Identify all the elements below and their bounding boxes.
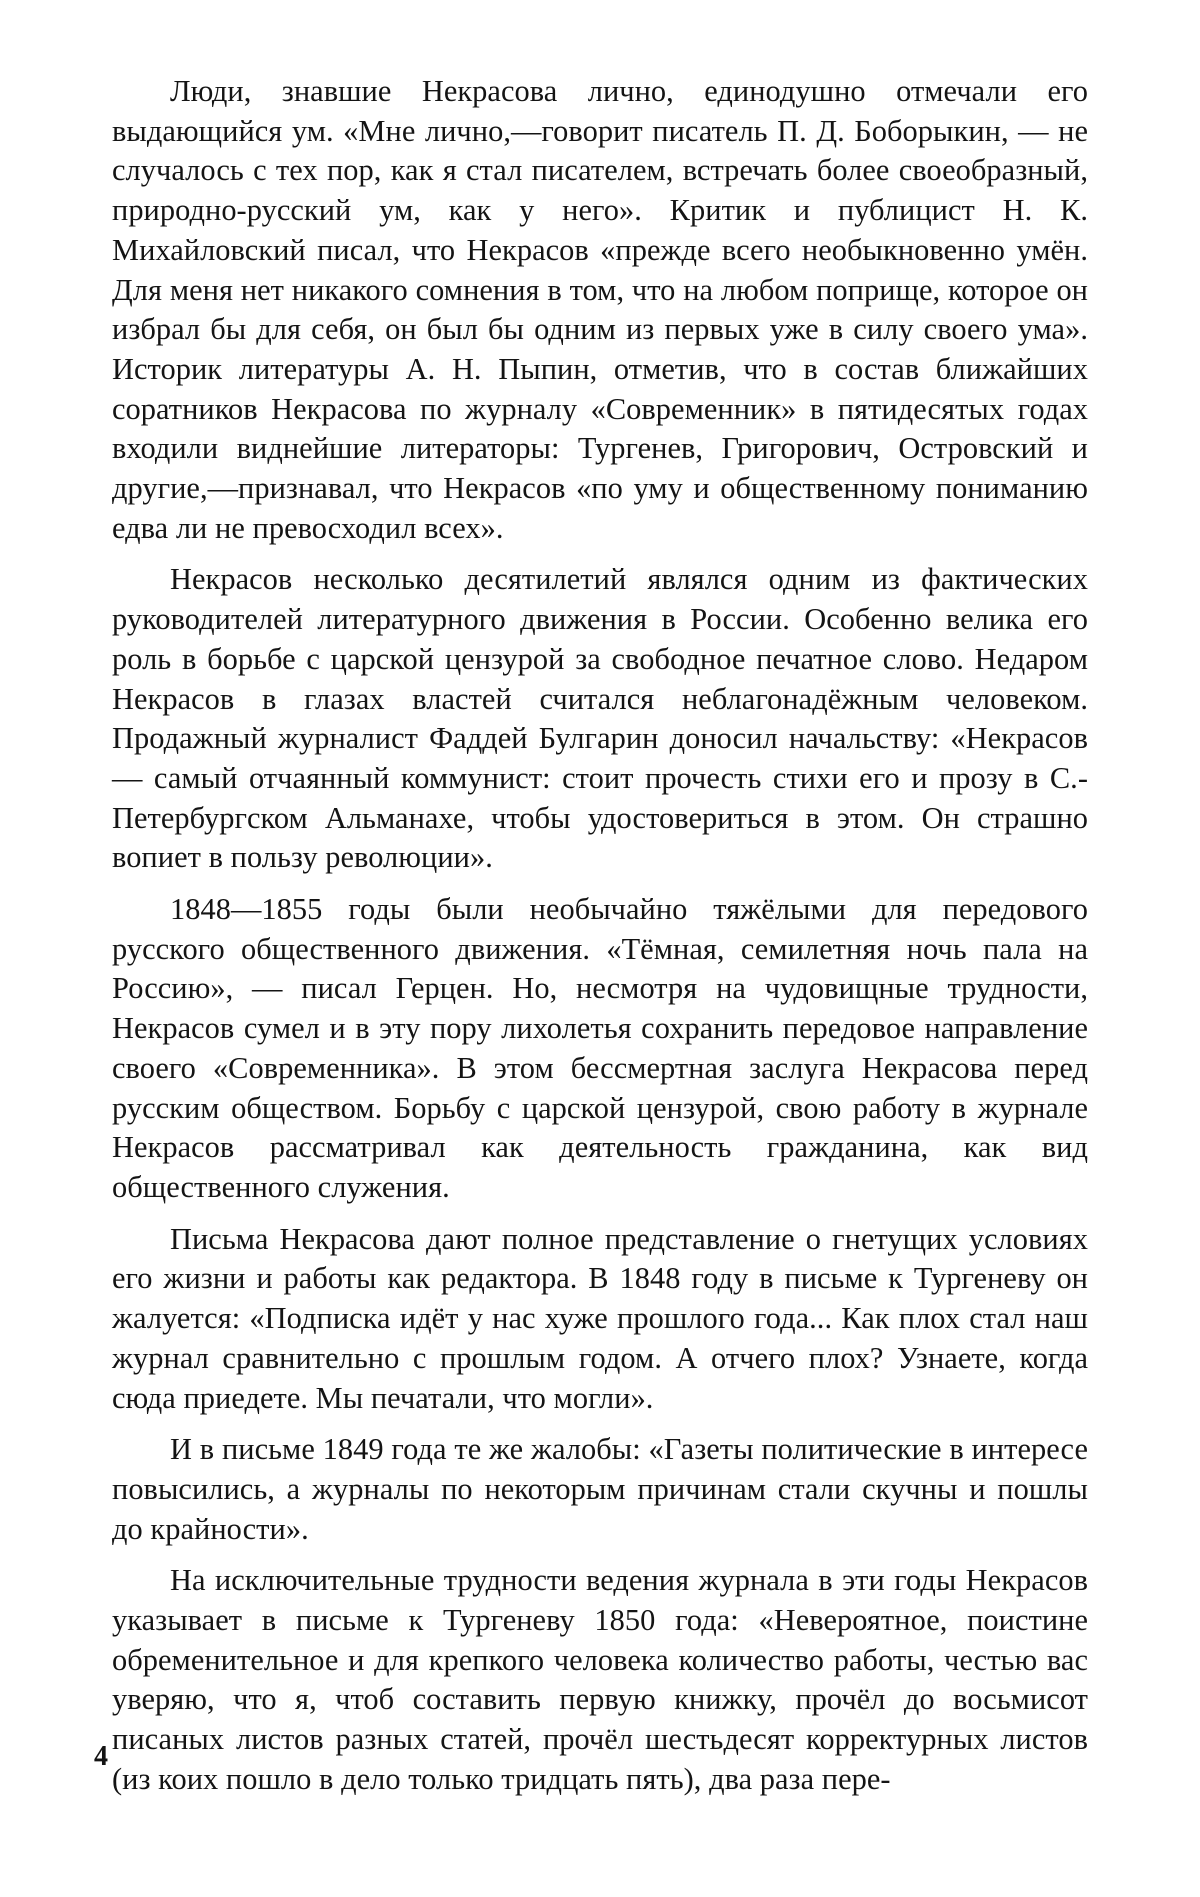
paragraph-3: 1848—1855 годы были необычайно тяжёлыми для передового русского общественного движения. «Тёмная, семилетняя ночь пала на Россию», — писал Герцен. Но, несмотря на чудовищные трудности, Некрасов сумел и в эту пору лихолетья сохранить передовое направление своего «Современника». В этом бессмертная заслуга Некрасова перед русским обществом. Борьбу с царской цензурой, свою работу в журнале Некрасов рассматривал как деятельность гражданина, как вид общественного служения. — [112, 892, 1088, 1204]
paragraph-5: И в письме 1849 года те же жалобы: «Газеты политические в интересе повысились, а журналы по некоторым причинам стали скучны и пошлы до крайности». — [112, 1432, 1088, 1546]
paragraph-1: Люди, знавшие Некрасова лично, единодушно отмечали его выдающийся ум. «Мне лично,—говорит писатель П. Д. Боборыкин, — не случалось с тех пор, как я стал писателем, встречать более своеобразный, природно-русский ум, как у него». Критик и публицист Н. К. Михайловский писал, что Некрасов «прежде всего необыкновенно умён. Для меня нет никакого сомнения в том, что на любом поприще, которое он избрал бы для себя, он был бы одним из первых уже в силу своего ума». Историк литературы А. Н. Пыпин, отметив, что в состав ближайших соратников Некрасова по журналу «Современник» в пятидесятых годах входили виднейшие литераторы: Тургенев, Григорович, Островский и другие,—признавал, что Некрасов «по уму и общественному пониманию едва ли не превосходил всех». — [112, 74, 1088, 545]
page-body-text — [112, 72, 1088, 1812]
paragraph-2: Некрасов несколько десятилетий являлся одним из фактических руководителей литературного движения в России. Особенно велика его роль в борьбе с царской цензурой за свободное печатное слово. Недаром Некрасов в глазах властей считался неблагонадёжным человеком. Продажный журналист Фаддей Булгарин доносил начальству: «Некрасов — самый отчаянный коммунист: стоит прочесть стихи его и прозу в С.-Петербургском Альманахе, чтобы удостовериться в этом. Он страшно вопиет в пользу революции». — [112, 562, 1088, 875]
paragraph-4: Письма Некрасова дают полное представление о гнетущих условиях его жизни и работы как редактора. В 1848 году в письме к Тургеневу он жалуется: «Подписка идёт у нас хуже прошлого года... Как плох стал наш журнал сравнительно с прошлым годом. А отчего плох? Узнаете, когда сюда приедете. Мы печатали, что могли». — [112, 1221, 1088, 1415]
paragraph-6: На исключительные трудности ведения журнала в эти годы Некрасов указывает в письме к Тургеневу 1850 года: «Невероятное, поистине обременительное и для крепкого человека количество работы, честью вас уверяю, что я, чтоб составить первую книжку, прочёл до восьмисот писаных листов разных статей, прочёл шестьдесят корректурных листов (из коих пошло в дело только тридцать пять), два раза пере- — [112, 1563, 1088, 1796]
page-number: 4 — [94, 1741, 108, 1772]
